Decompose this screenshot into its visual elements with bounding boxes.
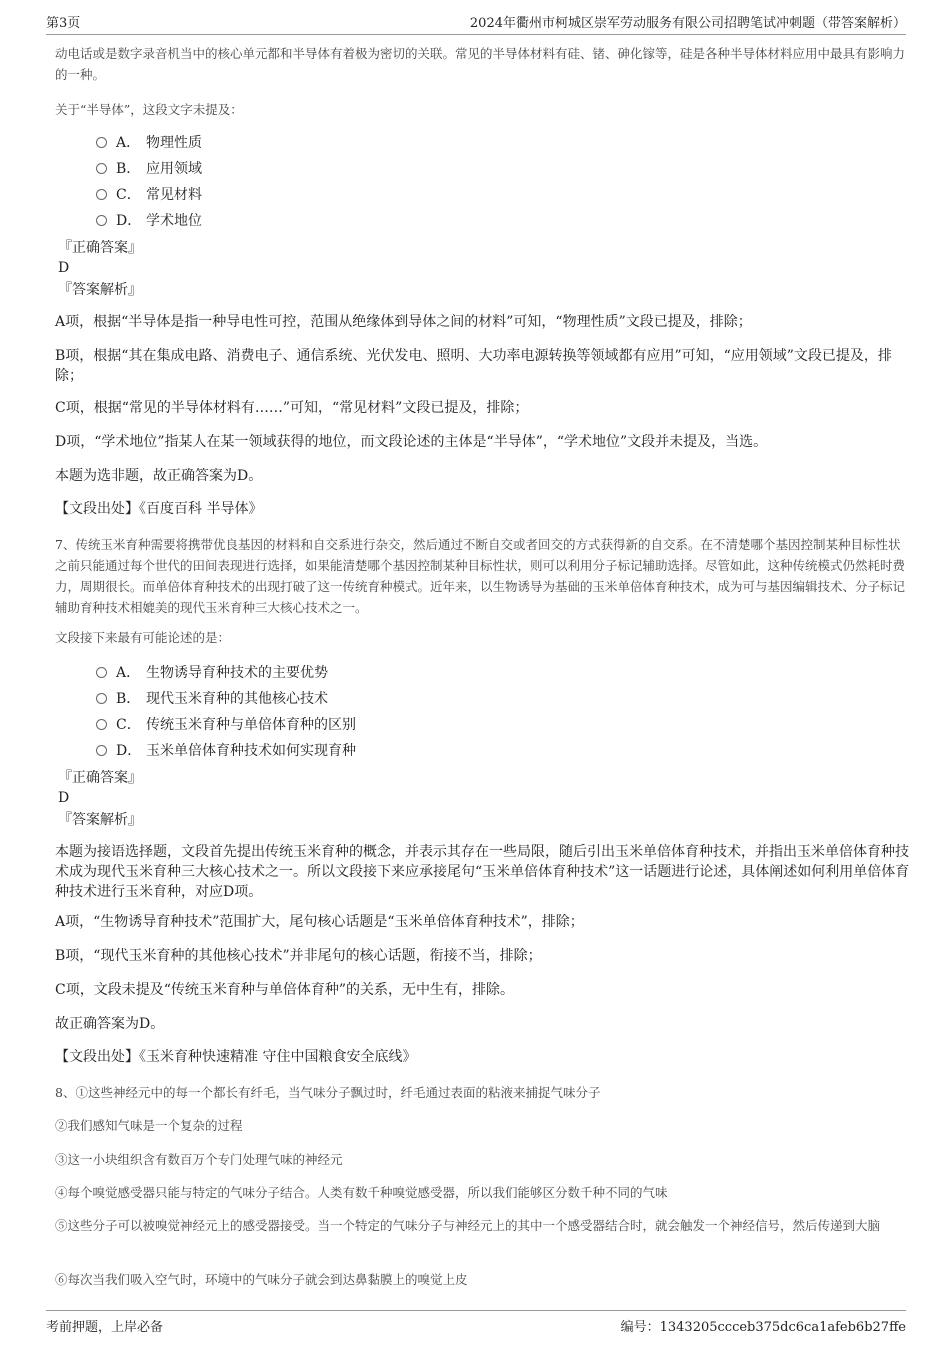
q6-option-d[interactable]: D． 学术地位 (96, 211, 202, 231)
q7-option-c[interactable]: C． 传统玉米育种与单倍体育种的区别 (96, 715, 356, 735)
q8-sentence-1: 8、①这些神经元中的每一个都长有纤毛，当气味分子飘过时，纤毛通过表面的粘液来捕捉气味分子 (55, 1085, 601, 1100)
radio-icon[interactable] (96, 137, 107, 148)
q7-conclusion: 故正确答案为D。 (55, 1016, 165, 1032)
q7-source: 【文段出处】《玉米育种快速精准 守住中国粮食安全底线》 (55, 1049, 417, 1065)
q7-analysis-label: 『答案解析』 (58, 812, 142, 828)
radio-icon[interactable] (96, 667, 107, 678)
q8-sentence-6: ⑥每次当我们吸入空气时，环境中的气味分子就会到达鼻黏膜上的嗅觉上皮 (55, 1272, 468, 1287)
q6-analysis-d: D项，“学术地位”指某人在某一领域获得的地位，而文段论述的主体是“半导体”，“学术地位”文段并未提及，当选。 (55, 434, 768, 450)
q6-analysis-a: A项，根据“半导体是指一种导电性可控，范围从绝缘体到导体之间的材料”可知，“物理性质”文段已提及，排除； (55, 314, 752, 330)
radio-icon[interactable] (96, 745, 107, 756)
page-header (46, 12, 906, 35)
q7-option-b[interactable]: B． 现代玉米育种的其他核心技术 (96, 689, 328, 709)
q8-sentence-3: ③这一小块组织含有数百万个专门处理气味的神经元 (55, 1152, 343, 1167)
q7-analysis-b: B项，“现代玉米育种的其他核心技术”并非尾句的核心话题，衔接不当，排除； (55, 948, 542, 964)
q8-sentence-4: ④每个嗅觉感受器只能与特定的气味分子结合。人类有数千种嗅觉感受器，所以我们能够区分数千种不同的气味 (55, 1185, 668, 1200)
q7-analysis-c: C项，文段未提及“传统玉米育种与单倍体育种”的关系，无中生有，排除。 (55, 982, 515, 998)
page-number: 第3页 (46, 16, 81, 31)
q6-answer: D (58, 260, 70, 276)
q7-stem: 7、传统玉米育种需要将携带优良基因的材料和自交系进行杂交，然后通过不断自交或者回交的方式获得新的自交系。在不清楚哪个基因控制某种目标性状之前只能通过每个世代的田间表现进行选择，如果能清楚哪个基因控制某种目标性状，则可以利用分子标记辅助选择。尽管如此，这种传统模式仍然耗时费力，周期很长。而单倍体育种技术的出现打破了这一传统育种模式。近年来，以生物诱导为基础的玉米单倍体育种技术，成为可与基因编辑技术、分子标记辅助育种技术相媲美的现代玉米育种三大核心技术之一。 (55, 537, 906, 615)
radio-icon[interactable] (96, 719, 107, 730)
q8-sentence-2: ②我们感知气味是一个复杂的过程 (55, 1118, 243, 1133)
q7-analysis-intro: 本题为接语选择题，文段首先提出传统玉米育种的概念，并表示其存在一些局限，随后引出玉米单倍体育种技术，并指出玉米单倍体育种技术成为现代玉米育种三大核心技术之一。所以文段接下来应承接尾句“玉米单倍体育种技术”这一话题进行论述，具体阐述如何利用单倍体育种技术进行玉米育种，对应D项。 (55, 844, 910, 900)
page-footer (46, 1310, 906, 1339)
document-id: 编号：1343205ccceb375dc6ca1afeb6b27ffe (620, 1320, 906, 1335)
document-title: 2024年衢州市柯城区崇军劳动服务有限公司招聘笔试冲刺题（带答案解析） (469, 16, 906, 31)
radio-icon[interactable] (96, 163, 107, 174)
q6-analysis-label: 『答案解析』 (58, 282, 142, 298)
q7-analysis-a: A项，“生物诱导育种技术”范围扩大，尾句核心话题是“玉米单倍体育种技术”，排除； (55, 914, 584, 930)
q8-sentence-5: ⑤这些分子可以被嗅觉神经元上的感受器接受。当一个特定的气味分子与神经元上的其中一个感受器结合时，就会触发一个神经信号，然后传递到大脑 (55, 1218, 881, 1233)
q6-option-b[interactable]: B． 应用领域 (96, 159, 202, 179)
q7-answer: D (58, 790, 70, 806)
footer-slogan: 考前押题，上岸必备 (46, 1320, 164, 1335)
q7-answer-label: 『正确答案』 (58, 770, 142, 786)
q6-conclusion: 本题为选非题，故正确答案为D。 (55, 468, 263, 484)
radio-icon[interactable] (96, 215, 107, 226)
q7-option-a[interactable]: A． 生物诱导育种技术的主要优势 (96, 663, 328, 683)
q7-question: 文段接下来最有可能论述的是： (55, 630, 231, 645)
q6-source: 【文段出处】《百度百科 半导体》 (55, 501, 263, 517)
q6-option-a[interactable]: A． 物理性质 (96, 133, 202, 153)
radio-icon[interactable] (96, 189, 107, 200)
q6-option-c[interactable]: C． 常见材料 (96, 185, 202, 205)
q6-analysis-c: C项，根据“常见的半导体材料有……”可知，“常见材料”文段已提及，排除； (55, 400, 529, 416)
q7-option-d[interactable]: D． 玉米单倍体育种技术如何实现育种 (96, 741, 356, 761)
radio-icon[interactable] (96, 693, 107, 704)
q6-passage-tail: 动电话或是数字录音机当中的核心单元都和半导体有着极为密切的关联。常见的半导体材料有硅、锗、砷化镓等，硅是各种半导体材料应用中最具有影响力的一种。 (55, 46, 906, 82)
q6-answer-label: 『正确答案』 (58, 240, 142, 256)
q6-analysis-b: B项，根据“其在集成电路、消费电子、通信系统、光伏发电、照明、大功率电源转换等领域都有应用”可知，“应用领域”文段已提及，排除； (55, 348, 892, 384)
q6-question: 关于“半导体”，这段文字未提及： (55, 102, 243, 117)
